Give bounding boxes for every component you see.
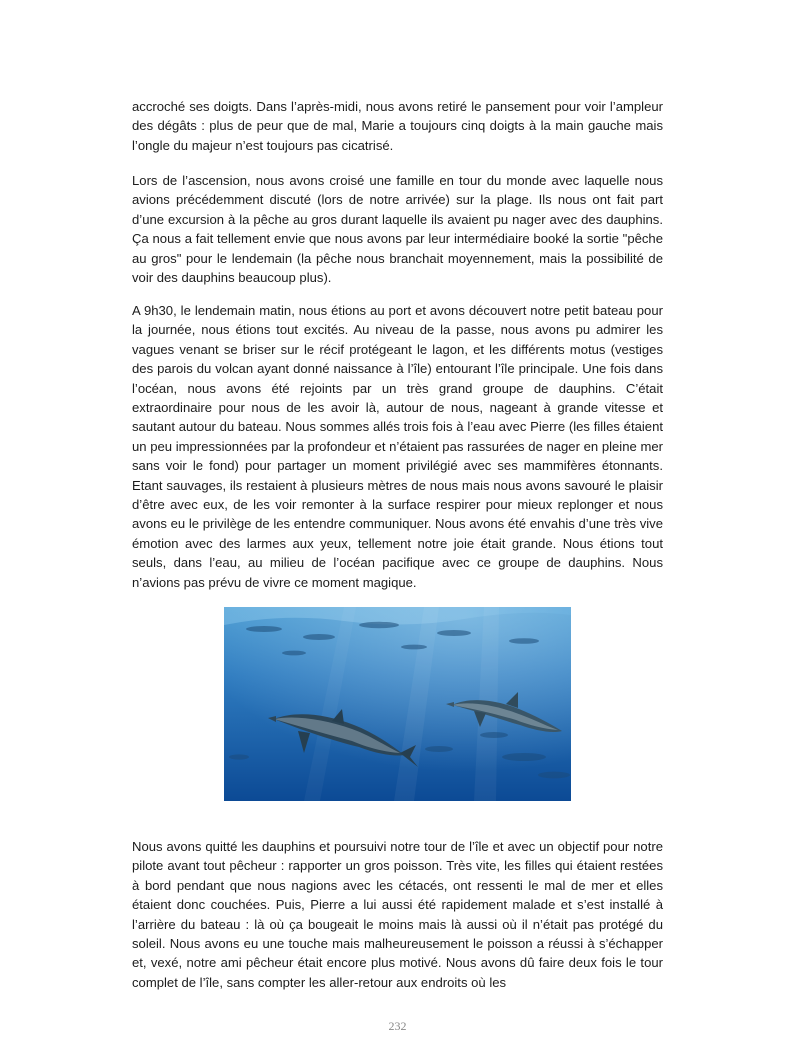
- page-number: 232: [388, 1019, 407, 1033]
- paragraph-2: Lors de l’ascension, nous avons croisé une famille en tour du monde avec laquelle nous avions précédemment discuté (lors de notre arrivée) sur la plage. Ils nous ont fait part d’une excursion à la pêche au gros durant laquelle ils avaient pu nager avec des dauphins. Ça nous a fait tellement envie que nous avons par leur intermédiaire booké la sortie "pêche au gros" pour le lendemain (la pêche nous branchait moyennement, mais la possibilité de voir des dauphins beaucoup plus).: [132, 173, 663, 286]
- dolphins-photo: [224, 607, 571, 801]
- paragraph-3: A 9h30, le lendemain matin, nous étions au port et avons découvert notre petit bateau pour la journée, nous étions tout excités. Au niveau de la passe, nous avons pu admirer les vagues venant se briser sur le récif protégeant le lagon, et les différents motus (vestiges des parois du volcan ayant donné naissance à l’île) entourant l’île principale. Une fois dans l’océan, nous avons été rejoints par un très grand groupe de dauphins. C’était extraordinaire pour nous de les avoir là, autour de nous, nageant à grande vitesse et sautant autour du bateau. Nous sommes allés trois fois à l’eau avec Pierre (les filles étaient un peu impressionnées par la profondeur et n’étaient pas rassurées de nager en pleine mer sans voir le fond) pour partager un moment privilégié avec ses mammifères étonnants. Etant sauvages, ils restaient à plusieurs mètres de nous mais nous avons savouré le plaisir d’être avec eux, de les voir remonter à la surface respirer pour mieux replonger et nous avons eu le privilège de les entendre communiquer. Nous avons été envahis d’une très vive émotion avec des larmes aux yeux, tellement notre joie était grande. Nous étions tout seuls, dans l’eau, au milieu de l’océan pacifique avec ce groupe de dauphins. Nous n’avions pas prévu de vivre ce moment magique.: [132, 303, 663, 590]
- dolphins-underwater-icon: [224, 607, 571, 801]
- paragraph-1: accroché ses doigts. Dans l’après-midi, nous avons retiré le pansement pour voir l’ampleur des dégâts : plus de peur que de mal, Marie a toujours cinq doigts à la main gauche mais l’ongle du majeur n’est toujours pas cicatrisé.: [132, 99, 663, 153]
- paragraph-4: Nous avons quitté les dauphins et poursuivi notre tour de l’île et avec un objectif pour notre pilote avant tout pêcheur : rapporter un gros poisson. Très vite, les filles qui étaient restées à bord pendant que nous nagions avec les cétacés, ont ressenti le mal de mer et elles étaient donc couchées. Puis, Pierre a lui aussi été rapidement malade et s’est installé à l’arrière du bateau : là où ça bougeait le moins mais là aussi où il n’était pas protégé du soleil. Nous avons eu une touche mais malheureusement le poisson a réussi à s’échapper et, vexé, notre ami pêcheur était encore plus motivé. Nous avons dû faire deux fois le tour complet de l’île, sans compter les aller-retour aux endroits où les: [132, 839, 663, 990]
